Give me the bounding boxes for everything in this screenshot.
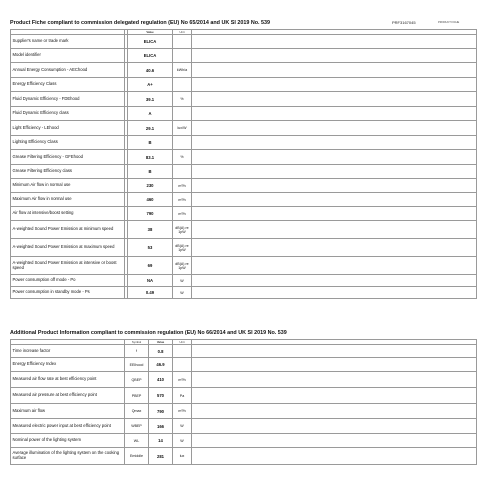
- description-text-block: [192, 207, 477, 221]
- description-text-block: [192, 193, 477, 207]
- table-row: [11, 136, 477, 150]
- row-label: Measured electric power input at best efficiency point: [11, 419, 125, 434]
- description-text-block: [192, 434, 477, 448]
- row-unit: W: [173, 419, 192, 434]
- description-text-block: [192, 275, 477, 287]
- description-text-block: [192, 345, 477, 358]
- table-row: [11, 275, 477, 287]
- table-row: [11, 165, 477, 179]
- product-fiche-title: Product Fiche compliant to commission delegated regulation (EU) No 65/2014 and UK SI 2019 No. 539: [10, 20, 271, 26]
- row-symbol: Qmax: [125, 404, 149, 419]
- row-unit: dB(A) re 1pW: [173, 239, 192, 257]
- row-symbol: QBEP: [125, 372, 149, 388]
- row-value: 69: [128, 257, 173, 275]
- description-text-block: [192, 165, 477, 179]
- description-text-block: [192, 221, 477, 239]
- table-row: [11, 358, 477, 372]
- row-unit: m³/h: [173, 372, 192, 388]
- row-unit: [173, 165, 192, 179]
- row-label: Lighting Efficiency Class: [11, 136, 125, 150]
- row-label: Fluid Dynamic Efficiency - FDEhood: [11, 92, 125, 107]
- row-label: A-weighted Sound Power Emission at minimum speed: [11, 221, 125, 239]
- row-label: Average illumination of the lighting system on the cooking surface: [11, 448, 125, 465]
- row-label: Air flow at intensive/boost setting: [11, 207, 125, 221]
- row-value: ELICA: [128, 35, 173, 49]
- header-cell: Value: [149, 340, 173, 345]
- table-row: [11, 388, 477, 404]
- row-value: A+: [128, 78, 173, 92]
- row-label: Nominal power of the lighting system: [11, 434, 125, 448]
- row-unit: m³/h: [173, 207, 192, 221]
- product-reference: PRF3167045: [392, 20, 416, 25]
- table-row: [11, 92, 477, 107]
- row-label: Supplier's name or trade mark: [11, 35, 125, 49]
- row-value: A: [128, 107, 173, 121]
- row-unit: W: [173, 434, 192, 448]
- row-label: A-weighted Sound Power Emission at intensive or boost speed: [11, 257, 125, 275]
- row-label: Measured air pressure at best efficiency point: [11, 388, 125, 404]
- row-label: Annual Energy Consumption - AEChood: [11, 63, 125, 78]
- header-cell: Unit: [173, 30, 192, 35]
- row-value: B: [128, 165, 173, 179]
- table-row: [11, 193, 477, 207]
- table-row: [11, 63, 477, 78]
- description-text-block: [192, 179, 477, 193]
- product-fiche-table: [10, 29, 477, 299]
- row-value: 40.6: [128, 63, 173, 78]
- row-symbol: Emiddle: [125, 448, 149, 465]
- row-unit: [173, 345, 192, 358]
- table-row: [11, 404, 477, 419]
- table-row: [11, 372, 477, 388]
- row-unit: Pa: [173, 388, 192, 404]
- description-text-block: [192, 419, 477, 434]
- row-label: Grease Filtering Efficiency class: [11, 165, 125, 179]
- row-unit: [173, 358, 192, 372]
- description-text-block: [192, 150, 477, 165]
- row-unit: dB(A) re 1pW: [173, 221, 192, 239]
- description-text-block: [192, 257, 477, 275]
- row-unit: [173, 136, 192, 150]
- table-row: [11, 179, 477, 193]
- row-unit: lux/W: [173, 121, 192, 136]
- row-label: Power consumption off mode - Po: [11, 275, 125, 287]
- row-value: NA: [128, 275, 173, 287]
- row-value: 281: [149, 448, 173, 465]
- row-label: Power consumption in standby mode - Ps: [11, 287, 125, 299]
- row-value: 230: [128, 179, 173, 193]
- row-value: 0.8: [149, 345, 173, 358]
- row-label: Energy Efficiency Class: [11, 78, 125, 92]
- row-unit: dB(A) re 1pW: [173, 257, 192, 275]
- table-row: [11, 78, 477, 92]
- description-text-block: [192, 121, 477, 136]
- row-label: Maximum air flow: [11, 404, 125, 419]
- row-unit: [173, 107, 192, 121]
- row-unit: %: [173, 92, 192, 107]
- row-label: Measured air flow rate at best efficiency point: [11, 372, 125, 388]
- table-row: [11, 345, 477, 358]
- header-cell: Value: [128, 30, 173, 35]
- row-value: 46.9: [149, 358, 173, 372]
- description-text-block: [192, 448, 477, 465]
- row-label: Maximum Air flow in normal use: [11, 193, 125, 207]
- row-value: B: [128, 136, 173, 150]
- additional-info-table: [10, 339, 477, 465]
- table-row: [11, 419, 477, 434]
- table-row: [11, 107, 477, 121]
- row-value: 29.1: [128, 121, 173, 136]
- row-value: 39.1: [128, 92, 173, 107]
- row-label: Model identifier: [11, 49, 125, 63]
- row-label: Light Efficiency - LEhood: [11, 121, 125, 136]
- row-symbol: f: [125, 345, 149, 358]
- additional-info-body: [11, 340, 477, 465]
- row-value: 460: [128, 193, 173, 207]
- row-label: Fluid Dynamic Efficiency class: [11, 107, 125, 121]
- row-value: 38: [128, 221, 173, 239]
- row-value: 0.49: [128, 287, 173, 299]
- header-cell: Symbol: [125, 340, 149, 345]
- row-label: Energy Efficiency Index: [11, 358, 125, 372]
- description-text-block: [192, 372, 477, 388]
- row-label: Time increase factor: [11, 345, 125, 358]
- row-unit: W: [173, 275, 192, 287]
- row-value: 790: [149, 404, 173, 419]
- table-row: [11, 448, 477, 465]
- description-text-block: [192, 404, 477, 419]
- row-unit: m³/h: [173, 193, 192, 207]
- row-symbol: EEIhood: [125, 358, 149, 372]
- row-symbol: WL: [125, 434, 149, 448]
- product-fiche-body: [11, 30, 477, 299]
- row-label: Grease Filtering Efficiency - GFEhood: [11, 150, 125, 165]
- product-reference-caption: PRODUCT FICHE: [438, 21, 460, 24]
- description-text-block: [192, 358, 477, 372]
- row-unit: m³/h: [173, 179, 192, 193]
- row-unit: W: [173, 287, 192, 299]
- table-row: [11, 121, 477, 136]
- description-text-block: [192, 78, 477, 92]
- table-row: [11, 49, 477, 63]
- row-value: 83.1: [128, 150, 173, 165]
- row-value: 53: [128, 239, 173, 257]
- table-row: [11, 221, 477, 239]
- row-unit: m³/h: [173, 404, 192, 419]
- table-row: [11, 287, 477, 299]
- description-text-block: [192, 239, 477, 257]
- header-cell: Unit: [173, 340, 192, 345]
- description-text-block: [192, 136, 477, 150]
- row-value: 570: [149, 388, 173, 404]
- row-value: 790: [128, 207, 173, 221]
- description-text-block: [192, 287, 477, 299]
- row-label: A-weighted Sound Power Emission at maximum speed: [11, 239, 125, 257]
- row-unit: lux: [173, 448, 192, 465]
- description-text-block: [192, 388, 477, 404]
- table-row: [11, 150, 477, 165]
- table-row: [11, 434, 477, 448]
- row-value: ELICA: [128, 49, 173, 63]
- row-unit: [173, 78, 192, 92]
- row-symbol: PBEP: [125, 388, 149, 404]
- row-unit: [173, 49, 192, 63]
- row-value: 410: [149, 372, 173, 388]
- table-row: [11, 257, 477, 275]
- row-unit: %: [173, 150, 192, 165]
- additional-info-title: Additional Product Information compliant to commission regulation (EU) No 66/2014 and UK SI 2019 No. 539: [10, 330, 287, 336]
- row-value: 14: [149, 434, 173, 448]
- row-label: Minimum Air flow in normal use: [11, 179, 125, 193]
- description-text-block: [192, 49, 477, 63]
- row-symbol: WBEP: [125, 419, 149, 434]
- table-row: [11, 207, 477, 221]
- table-row: [11, 239, 477, 257]
- description-text-block: [192, 35, 477, 49]
- row-unit: [173, 35, 192, 49]
- description-text-block: [192, 92, 477, 107]
- row-value: 166: [149, 419, 173, 434]
- description-text-block: [192, 63, 477, 78]
- description-text-block: [192, 107, 477, 121]
- row-unit: kWh/a: [173, 63, 192, 78]
- table-row: [11, 35, 477, 49]
